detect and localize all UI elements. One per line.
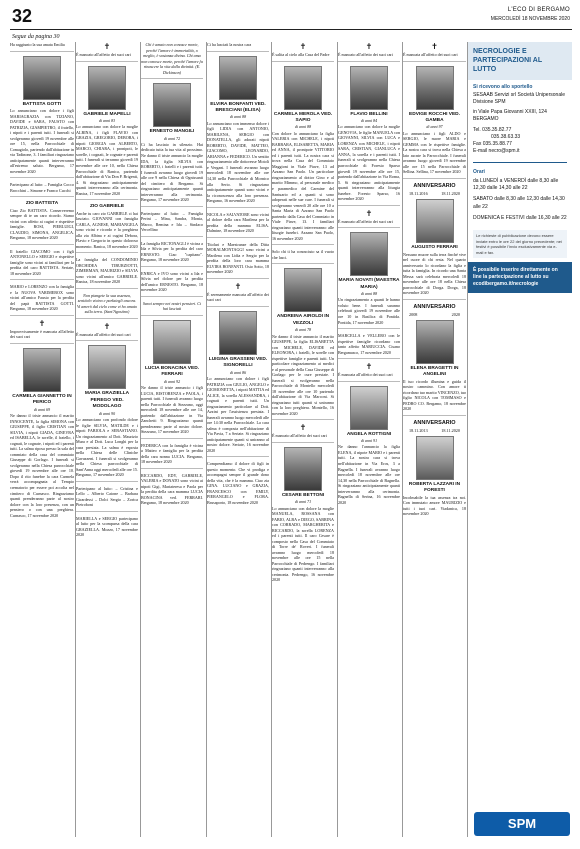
portrait-photo: [219, 311, 257, 355]
obituary-notice: [403, 304, 466, 416]
notice-text: Nessuno muore sulla terra finché vive nel cuore di chi resta. Nel quarto anniversario lo ricordano la figlia e tutta la famiglia. In ricordo una Santa Messa sarà celebrata mercoledì 18 novembre alle ore 18 nella Chiesa parrocchiale di Dorga. Dorga, 18 novembre 2020: [403, 251, 466, 296]
deceased-name: CARMELA MEROLA VED. SAPIO: [273, 111, 333, 123]
obituary-notice: [338, 43, 400, 62]
notice-text: È mancata all'affetto dei suoi cari: [76, 331, 131, 337]
hours-weekday: da LUNEDÌ a VENERDÌ dalle 8,30 alle 12,30 dalle 14,30 alle 22: [473, 177, 559, 191]
notice-text: MARIELLA e SERGIO partecipano al lutto per la scomparsa della cara GRAZIELLA. Mozzo, 17 novembre 2020: [76, 515, 138, 538]
portrait-photo: [219, 56, 257, 100]
cross-icon: ✝: [234, 281, 242, 291]
notice-text: Partecipano al lutto: – Famiglia Perini – Mina, Sandra, Monia, Marco, Remina e Ida – Sindaco Vercellino: [141, 210, 203, 233]
notice-text: Sarai sempre nei nostri pensieri. Ci hai lasciati: [142, 300, 202, 312]
notice-text: Non piangete la sua assenza, sentitelo vicino e parlategli ancora. Vi amerò dal cielo come vi ho amato sulla terra. (Sant'Agostino): [76, 292, 138, 315]
obituary-notice: [76, 204, 138, 253]
notice-text: Ne danno il triste annuncio i figli LUCIA, RISTORENZA e PAOLA, i parenti tutti. I funerali avranno luogo nella Parrocchiale di Stezzano, oggi mercoledì 18 novembre alle ore 14, partendo dall'abitazione in Via Zanchetti 9. Ringraziamo quanti prenderanno parte al nostro dolore. Stezzano, 17 novembre 2020: [141, 385, 203, 435]
obituary-notice: [207, 212, 269, 238]
deceased-name: AUGUSTO FERRARI: [411, 245, 458, 251]
obituary-notice: [10, 348, 74, 521]
obituary-notice: [338, 66, 400, 206]
sidebar-title: NECROLOGIE E PARTECIPAZIONI AL LUTTO: [473, 48, 542, 73]
notice-text: Partecipano al lutto: – Cristina e Lello – Alberto Caione – Barbara Girardessi – Dolci Sergio – Zorica Pietroboni: [76, 485, 138, 508]
office-email[interactable]: E-mail necro@spm.it: [473, 148, 520, 155]
obituary-notice: [76, 43, 138, 62]
notice-text: MARIO e LORENZO con la famiglia e la NUOVA VARIMEBOX sono vicini all'amico Fausto per la perdita del papà BATTISTA GOTTI. Bergamo, 18 novembre 2020: [10, 284, 74, 312]
deceased-name: MARIA GRAZIELLA PEREGO VED. MODOLAGO: [84, 391, 130, 410]
notice-text: ENRICA e IVO sono vicini a Ida e Silvia nel dolore per la perdita dell'amico ERNESTO. Bergamo, 18 novembre 2020: [141, 270, 203, 293]
obituary-notice: [141, 271, 203, 297]
obituary-notice: [141, 301, 203, 316]
notice-text: Chi è amato non conosce morte, perché l'amore è immortalità, o meglio, è sostanza divina. Chi ama non conosce morte, perché l'amore fa rinascere la vita dalla divinità. (E. Dickinson): [141, 42, 203, 75]
notice-text: Improvvisamente è mancata all'affetto dei suoi cari: [10, 328, 74, 340]
notice-text: Il tuo ricordo illumina e guida il nostro cammino. Con amore ti ricordano tuo marito VINCENZO, tuo figlio NICOLA con TOMMASO e PEDRO CO. Bergamo, 18 novembre 2020: [403, 378, 466, 412]
obituary-notice: [272, 424, 334, 443]
portrait-photo: [284, 268, 322, 312]
notice-text: È salita al cielo alla Casa del Padre: [272, 52, 330, 57]
deceased-age: di anni 72: [163, 135, 181, 141]
notice-text: MARCELLA e VELLERO con le rispettive famiglie ricordano con tanto affetto MARIUCCIA. Cisano Bergamasco, 17 novembre 2020: [338, 333, 400, 355]
office-address: in Viale Papa Giovanni XXIII, 124 BERGAMO: [473, 109, 547, 123]
obituary-notice: [76, 486, 138, 512]
notice-text: Comprendiamo il dolore di figli in questo momento. Che vi prodiga e accompagni sempre il grande dono della vita, che è la mamma. Ciao zia GINA. LUCIANO e GRAZIA, FRANCESCO con EMILY, PIERANGELO e FLORA. Brusaporto, 18 novembre 2020: [207, 461, 269, 505]
obituary-notice: [338, 210, 400, 229]
obituary-notice: [338, 333, 400, 359]
obituary-notice: [76, 257, 138, 289]
notice-text: La famiglia del CONDOMINIO ORCHIDEA TIBURZIOTTI, ZIMERMAN, MAURIZIO e SILVIA sono vicini all'amico GABRIELE. Ranica, 18 novembre 2020: [76, 257, 138, 285]
cross-icon: ✝: [365, 362, 373, 372]
obituary-notice: [76, 293, 138, 319]
notice-text: È mancata all'affetto dei suoi cari: [338, 372, 393, 378]
newspaper-date: MERCOLEDÌ 18 NOVEMBRE 2020: [490, 16, 570, 22]
notice-text: Titolari e Maestranze della Ditta MORALMONTAGGI sono vicini a Marilena con Lidia e Sergio per la perdita della loro cara mamma ELVIRA BONFANTI. Osio Sotto, 18 novembre 2020: [207, 241, 269, 275]
obituary-notice: [272, 447, 334, 586]
cross-icon: ✝: [365, 42, 373, 51]
continuation-note: Segue da pagina 30: [12, 34, 60, 40]
obituary-notice: [338, 363, 400, 382]
deceased-age: di anni 92: [163, 378, 181, 384]
deceased-age: di anni 84: [360, 117, 378, 123]
obituary-notice: [76, 516, 138, 541]
office-text: SESAAB Servizi srl Società Unipersonale Divisione SPM: [473, 91, 565, 105]
obituary-notice: [10, 182, 74, 197]
deceased-name: ELVIRA BONFANTI VED. BRESCIANI (ELISA): [210, 101, 266, 113]
deceased-age: di anni 69: [33, 406, 51, 412]
notice-text: Il fratello GIACOMO con i figli ANTONELLO e SERGIO e rispettive famiglie sono vicini ai familiari per la perdita del caro BATTISTA. Seriate, 18 novembre 2020: [10, 248, 74, 276]
deceased-name: FLAVIO BELLINI: [350, 111, 388, 117]
deceased-age: di anni 78: [294, 327, 312, 333]
portrait-photo: [153, 83, 191, 127]
newspaper-name: L'ECO DI BERGAMO: [507, 7, 570, 13]
opening-hours: [468, 165, 572, 227]
obituary-notice: [207, 461, 269, 508]
deceased-age: di anni 83: [98, 117, 116, 123]
obituary-notice: [10, 249, 74, 281]
deceased-age: di anni 88: [229, 114, 247, 120]
office-tel: Tel. 035.35.82.77: [473, 126, 512, 133]
obituary-notice: [141, 320, 203, 439]
deceased-name: GABRIELE MAPELLI: [83, 111, 131, 117]
deceased-name: LUIGINA GRASSENI VED. SIGNORELLI: [208, 356, 268, 369]
cross-icon: ✝: [299, 42, 307, 51]
deceased-age: di anni 90: [98, 410, 116, 416]
obituary-notice: [272, 249, 334, 264]
deceased-name: CESARE BETTONI: [281, 492, 325, 498]
obituary-notice: [207, 242, 269, 279]
notice-text: Ci ha lasciati la nostra cara: [207, 42, 252, 47]
deceased-name: CARMELA GIANNETTO IN PERICO: [12, 393, 72, 406]
notice-text: Anche tu caro zio GABRIELE ci hai lasciato. GIOVANNI con famiglia CARLA, AGNESE, MARIANGELA sono vicini e ricordo e la preghiera alla zia Albina e ai cugini Debora, Flavio e Gregorio in questo doloroso momento. Ranica, 18 novembre 2020: [76, 210, 138, 249]
deceased-age: di anni 88: [360, 291, 378, 297]
cross-icon: ✝: [365, 208, 373, 218]
obituary-notice: [10, 42, 74, 52]
office-intro: Si ricevono allo sportello: [473, 84, 533, 91]
sidebar-title-box: [468, 42, 572, 80]
deceased-name: ZIO GABRIELE: [89, 204, 125, 210]
deceased-age: di anni 97: [426, 124, 443, 130]
obituary-notice: [76, 323, 138, 342]
office-info: [468, 80, 572, 159]
page-number: 32: [12, 6, 33, 26]
obituary-notice: [272, 66, 334, 246]
obituary-column-6: [338, 42, 400, 837]
notice-text: Lo annunciano con dolore i figli PATRIZIA con GIULIO, ANGELO e GIOMONETTA, i nipoti MATTIA ed ALICE, la sorella ALESSANDRA, i cognati e parenti tutti. Un ringraziamento particolare al Dott. Azzini per l'assistenza prestata. I funerali avranno luogo mercoledì alle ore 14:30 nella Parrocchiale. La cara salma è composta nell'abitazione di Via Pavia, 7 a Seriate. Si ringraziano anticipatamente quanti si uniranno al nostro dolore. Seriate, 16 novembre 2020: [207, 376, 269, 453]
notice-text: Un ringraziamento a quanti le hanno voluto bene. I funerali saranno celebrati giovedì 19 novembre alle ore 10 in Basilica di Pontida. Pontida, 17 novembre 2020: [338, 297, 400, 325]
notice-text: Ciao Zio BATTISTA. Conserveremo sempre di te un caro ricordo. Siamo vicini con affetto ai cugini e rispettive famiglie. ROSI, PIERLUIGI, CLAUDIO, SIMONA, ANGELICA. Bergamo, 18 novembre 2020: [10, 207, 74, 241]
hours-sunday: DOMENICA E FESTIVI dalle 16,30 alle 22: [473, 214, 567, 221]
notice-text: Ne danno il triste annuncio il marito GIUSEPPE, la figlia ELISABETTA con MICHELE, DAVIDE ed ELEONORA, i fratelli, le sorelle con rispettive famiglie e parenti tutti. Un particolare ringraziamento ai medici e al personale della Casa Giuseppe di Gorlago per le cure prestate. I funerali si svolgeranno nella Parrocchiale di Montello mercoledì 18 novembre alle ore 10 partendo dall'abitazione di Via Marconi. Si ringraziano tutti quanti si uniranno con la loro preghiera. Montello, 16 novembre 2020: [272, 333, 334, 416]
portrait-photo: [416, 199, 454, 243]
obituary-notice: [207, 283, 269, 307]
anniversary-heading: ANNIVERSARIO: [413, 303, 456, 310]
hours-title: Orari: [473, 168, 485, 175]
portrait-photo: [284, 66, 322, 110]
cross-icon: ✝: [38, 318, 46, 328]
portrait-photo: [153, 320, 191, 364]
deceased-age: di anni 71: [294, 499, 312, 505]
anniversary-date: 18.11.2020: [441, 428, 460, 434]
portrait-photo: [416, 320, 454, 364]
anniversary-heading: ANNIVERSARIO: [413, 419, 456, 426]
obituary-notice: [141, 443, 203, 469]
obituary-notice: [10, 284, 74, 316]
notice-text: Lo annunciano con profondo dolore le figlie SILVIA, MATILDE e i nipoti FABIOLA e SEBASTIANO. Un ringraziamento al Dott. Maurizio Mura e al Dott. Luca Longhi per la cura prestata. La salma è esposta nella Chiesa delle Cliniche Gavazzeni. I funerali si svolgeranno nella Chiesa parrocchiale di Sant'Anna oggi mercoledì alle ore 15. Bergamo, 17 novembre 2020: [76, 417, 138, 478]
sidebar-divider: [473, 162, 567, 163]
online-promo[interactable]: È possibile inserire direttamente on line la partecipazione al lutto su ecodibergamo.it/necrologie: [468, 262, 572, 292]
notice-text: Ci ha lasciato in silenzio. Hai dedicato tutta la tua vita al prossimo. Ne danno il triste annuncio la moglie IDA, la figlia SILVIA con ROBERTO, i fratelli e i parenti tutti. I funerali avranno luogo giovedì 19 alle ore 9 nella Chiesa di Ognissanti del cimitero di Bergamo. Si ringraziano anticipatamente quanti interverranno alla cerimonia. Bergamo, 17 novembre 2020: [141, 141, 203, 203]
obituary-notice: [403, 66, 466, 179]
notice-text: Incolmabile la tua assenza tra noi. Con immutato amore MAURIZIO e tutti i tuoi cari. Viadanica, 18 novembre 2020: [403, 494, 466, 517]
anniversary-date: 18.11.2020: [441, 191, 460, 197]
deceased-name: MARIA NOVATI (MAESTRA MARIA): [338, 278, 400, 290]
cross-icon: ✝: [103, 42, 111, 51]
anniversary-date: 18.11.2016: [409, 191, 428, 197]
notice-text: FEDERICA con la famiglia è vicina a Matteo e famiglia per la perdita della cara nonna LUCIA. Bergamo, 18 novembre 2020: [141, 442, 203, 465]
cross-icon: ✝: [431, 42, 438, 51]
cross-icon: ✝: [299, 423, 307, 433]
obituary-notice: [338, 386, 400, 509]
obituary-notice: [141, 473, 203, 509]
notice-text: RICCARDO, EDY, GABRIELE, VALERIA e DONATO sono vicini ai nipoti Gigi, Mariateresa e Paola per la perdita della cara mamma LUCIA BONACINA ved. FERRARI. Bergamo, 18 novembre 2020: [141, 472, 203, 506]
anniversary-date: 2008: [409, 312, 418, 318]
deceased-name: EDVIGE ROCCHI VED. GAMBA: [409, 111, 460, 123]
notice-text: Ne danno l'annuncio la figlia ELENA, il nipote MARIO e i parenti tutti. La nostra cara si trova nell'abitazione in Via Eros, 3 a Bagnella. I funerali avranno luogo mercoledì 18 novembre alle ore 14,30 nella Parrocchiale di Bagnella. Si ringraziano anticipatamente quanti interverranno alla cerimonia. Bagnella di Serina, 16 novembre 2020: [338, 444, 400, 505]
obituary-column-4: [207, 42, 269, 837]
notice-text: Lo annunciano i figli ALDO e SERGIO, le nuore MARIA e GEMMA con le rispettive famiglie. La nostra cara si trova nella Chiesa a lato ascnte la Parrocchiale. I funerali avranno luogo giovedì 19 novembre alle ore 15 nella Parrocchiale di Sellina. Sellina, 17 novembre 2020: [403, 130, 466, 175]
obituary-notice: [141, 83, 203, 207]
notice-text: Ha raggiunto la sua amata Emilia: [10, 42, 65, 47]
notice-text: NICOLA e SALVATORE sono vicini al dolore della cara Marilena per la perdita della mamma ELISA. Dalmine, 18 novembre 2020: [207, 211, 269, 234]
spm-logo: SPM: [474, 812, 570, 836]
notice-text: È mancato all'affetto dei suoi cari: [272, 433, 327, 439]
portrait-photo: [23, 348, 61, 392]
anniversary-dates: [403, 191, 466, 197]
obituary-notice: [10, 56, 74, 179]
obituary-notice: [207, 42, 269, 52]
deceased-age: di anni 91: [360, 438, 378, 444]
deceased-name: LUCIA BONACINA VED. FERRARI: [144, 365, 199, 378]
notice-text: È mancato all'affetto dei suoi cari: [338, 218, 393, 224]
obituary-notice: [76, 345, 138, 481]
deceased-name: ANDREINA AIROLDI IN VEZZOLI: [276, 314, 330, 326]
hours-saturday: SABATO dalle 8,30 alle 12,30 dalle 14,30 alle 22: [473, 196, 565, 210]
obituary-notice: [10, 201, 74, 245]
cross-icon: ✝: [103, 321, 111, 331]
obituary-notice: [272, 268, 334, 420]
obituary-notice: [207, 311, 269, 458]
office-fax: Fax 035.35.88.77: [473, 141, 512, 147]
deceased-age: di anni 88: [294, 124, 312, 130]
obituary-column-3: [141, 42, 203, 837]
portrait-photo: [350, 386, 388, 430]
notice-text: Ne danno il triste annuncio il marito INNOCENTE, la figlia SIMONA con GIUSEPPE, il figlio CRISTIAN con SILVIA, i nipoti GIADA, GINEVRA ed ISABELLA, le sorelle, il fratello, i cognati, le cognate, i nipoti ed i parenti tutti. La salma riposa presso la sala del commiato della casa del commiato Giuseppe di Gorlago. I funerali si svolgeranno nella Chiesa parrocchiale giovedì 19 novembre alle ore 10. Dopo il rito funebre la cara Carmela verrà accompagnata al Tempio crematorio per essere poi accolta nel cimitero di Curnasco. Ringraziamo quanti prenderanno parte al nostro dolore con la loro presenza, con un pensiero o con una preghiera. Curnasco, 17 novembre 2020: [10, 413, 74, 518]
deceased-name: ANGELA ROTTIGNI: [346, 431, 392, 437]
notice-text: Solo chi ti ha conosciuto sa il vuoto che lasci.: [272, 249, 334, 260]
obituary-notice: [10, 320, 74, 344]
portrait-photo: [350, 66, 388, 110]
notice-text: È serenamente mancata all'affetto dei suoi cari: [207, 291, 269, 303]
obituary-column-2: [76, 42, 138, 837]
notice-text: La famiglia RICTONAGLI è vicina a Ida e Silvia per la perdita del caro ERNESTO. Ciao "capitano". Bergamo, 18 novembre 2020: [141, 240, 203, 263]
obituary-notice: [338, 232, 400, 329]
notice-text: Lo annunciano con dolore la moglie GENOVIA, le figlie MANUELA con GIOVANNI, SILVIA con LUCA e LORENZA con MICHELE, i nipoti SARA, CRISTIAN, GIANLUCA e ANNA, la sorella e i parenti tutti. I funerali si svolgeranno nella Chiesa parrocchiale di Foresto Sparso giovedì 19 novembre alle ore 15, partendo dall'abitazione in Via Roma, 5. Si ringraziano anticipatamente quanti interverranno alla liturgia funebre. Foresto Sparso, 16 novembre 2020: [338, 124, 400, 202]
notice-text: Con dolore lo annunciano la figlia VALERIA con MICHELE, i nipoti BARBARA, ELISABETTA, MARIA ed ANNA, il pronipote VITTORIO ed i parenti tutti. La nostra cara si trova nella Casa del Commiato Maggioni in Viale Piave, 13 ad Azzano San Paolo. Un particolare ringraziamento al dottor Gino e al marito Mimmo, al personale medico e paramedico del Carmine del Santuario ed a quanti si sono adoperati nelle sue cure. I funerali si svolgeranno venerdì 20 alle ore 10 a Santa Maria di Azzano San Paolo partendo dalla Casa del Commiato in Viale Piave, 13. I familiari ringraziano quanti interverranno alle liturgie funebri. Azzano San Paolo, 16 novembre 2020: [272, 130, 334, 241]
deceased-name: ZIO BATTISTA: [25, 201, 59, 207]
sidebar: [468, 42, 572, 837]
notice-text: È mancata all'affetto dei suoi cari: [403, 52, 458, 57]
obituary-notice: [403, 420, 466, 520]
anniversary-date: 18.11.2013: [409, 428, 428, 434]
obituary-notice: [141, 211, 203, 237]
anniversary-dates: [403, 312, 466, 318]
office-tel2: 035.38.63.33: [491, 133, 521, 140]
page-header: [10, 4, 572, 30]
deceased-name: ROBERTA LAZZARI IN FORESTI: [408, 481, 461, 494]
obituary-notice: [403, 43, 466, 62]
obituary-notice: [272, 43, 334, 62]
anniversary-dates: [403, 428, 466, 434]
obituary-column-7: [403, 42, 466, 837]
notice-text: Lo annunciano con immenso dolore i figli LIDIA con ANTONIO, MARILENA, SERGIO con DONATELLA, gli adorati nipoti ROBERTO, DAVIDE, MATTEO, GIACOMO, LEONARDO, ARIANNA e FEDERICO. Un sentito ringraziamento alle dottoresse Moioli e Vergani. I funerali avranno luogo mercoledì 18 novembre alle ore 14,30 nella Parrocchiale di Mornico alla Serio. Si ringraziano anticipatamente quanti sono vicini e la riconoscenza alla loro presenza. Bergamo, 16 novembre 2020: [207, 120, 269, 204]
obituary-notice: [76, 66, 138, 201]
notice-text: Lo annunciano con dolore la moglie ALBINA, i figli FLAVIO con GRAZIA, GREGORIO, DEBORA, i nipoti GIORGIA con ALBERTO, MARCO, CHIARA, i pronipoti, le sorelle, i cognati, le cognate e parenti tutti. I funerali si terranno giovedì 19 novembre alle ore 10, nella Chiesa Parrocchiale di Ranica, partendo dall'abitazione di Via Don P. Brigenti, 4. Si ringraziano anticipatamente quanti interverranno alla cerimonia. Ranica, 17 novembre 2020: [76, 124, 138, 196]
obituary-notice: [207, 56, 269, 208]
notice-text: Partecipano al lutto: – Famiglia Cocco Brocchini – Simone e Franco Cucchi: [10, 182, 74, 193]
notice-text: È mancato all'affetto dei suoi cari: [338, 52, 393, 57]
obituary-column-1: [10, 42, 74, 837]
anniversary-heading: ANNIVERSARIO: [413, 182, 456, 189]
portrait-photo: [416, 66, 454, 110]
portrait-photo: [416, 436, 454, 480]
portrait-photo: [88, 345, 126, 389]
portrait-photo: [350, 232, 388, 276]
deceased-name: ERNESTO MANGILI: [149, 129, 195, 135]
deceased-age: di anni 86: [229, 369, 247, 375]
notice-text: Lo annunciano con dolore la moglie MANUELA, ROSSANA con FABIO, ALBA e DIEGO, SABRINA con CORRADO, MARGHERITA e RICCARDO, la sorella LORENZA ed i parenti tutti. Il caro Cesare è composto nella Casa del Commiato di Torre de' Roveri. I funerali avranno luogo mercoledì 18 novembre alle ore 15 nella Parrocchiale di Pedrengo. I familiari ringraziano quanti interverranno alla cerimonia. Pedrengo, 16 novembre 2020: [272, 505, 334, 583]
anniversary-date: 2020: [451, 312, 460, 318]
deceased-name: BATTISTA GOTTI: [22, 101, 62, 107]
portrait-photo: [88, 66, 126, 110]
portrait-photo: [23, 56, 61, 100]
deceased-name: ELENA BRAGETTI IN ANGELINI: [410, 365, 459, 378]
portrait-photo: [284, 447, 322, 491]
notice-text: È mancato all'affetto dei suoi cari: [76, 52, 131, 57]
notice-text: Lo annunciano con dolore i figli MARIAGRAZIA con TIZIANO, DAVIDE e SARA, FAUSTO con PATRIZIA, GIAMPIETRO, il fratello, i nipoti e i parenti tutti. I funerali si svolgeranno giovedì 19 novembre alle ore 15, nella Parrocchiale di Comagiolo, partendo dall'abitazione in via Tadinone, 3. I familiari ringraziano anticipatamente quanti interverranno all'estremo saluto. Bergamo, 17 novembre 2020: [10, 107, 74, 174]
obituary-notice: [403, 183, 466, 300]
obituary-notice: [141, 241, 203, 267]
obituary-notice: [141, 42, 203, 79]
obituary-column-5: [272, 42, 334, 837]
submission-note: Le richieste di pubblicazione devono essere inviate entro le ore 22 del giorno precedente; nei festivi è possibile l'invio esclusivamente via e-mail e fax.: [473, 230, 567, 258]
